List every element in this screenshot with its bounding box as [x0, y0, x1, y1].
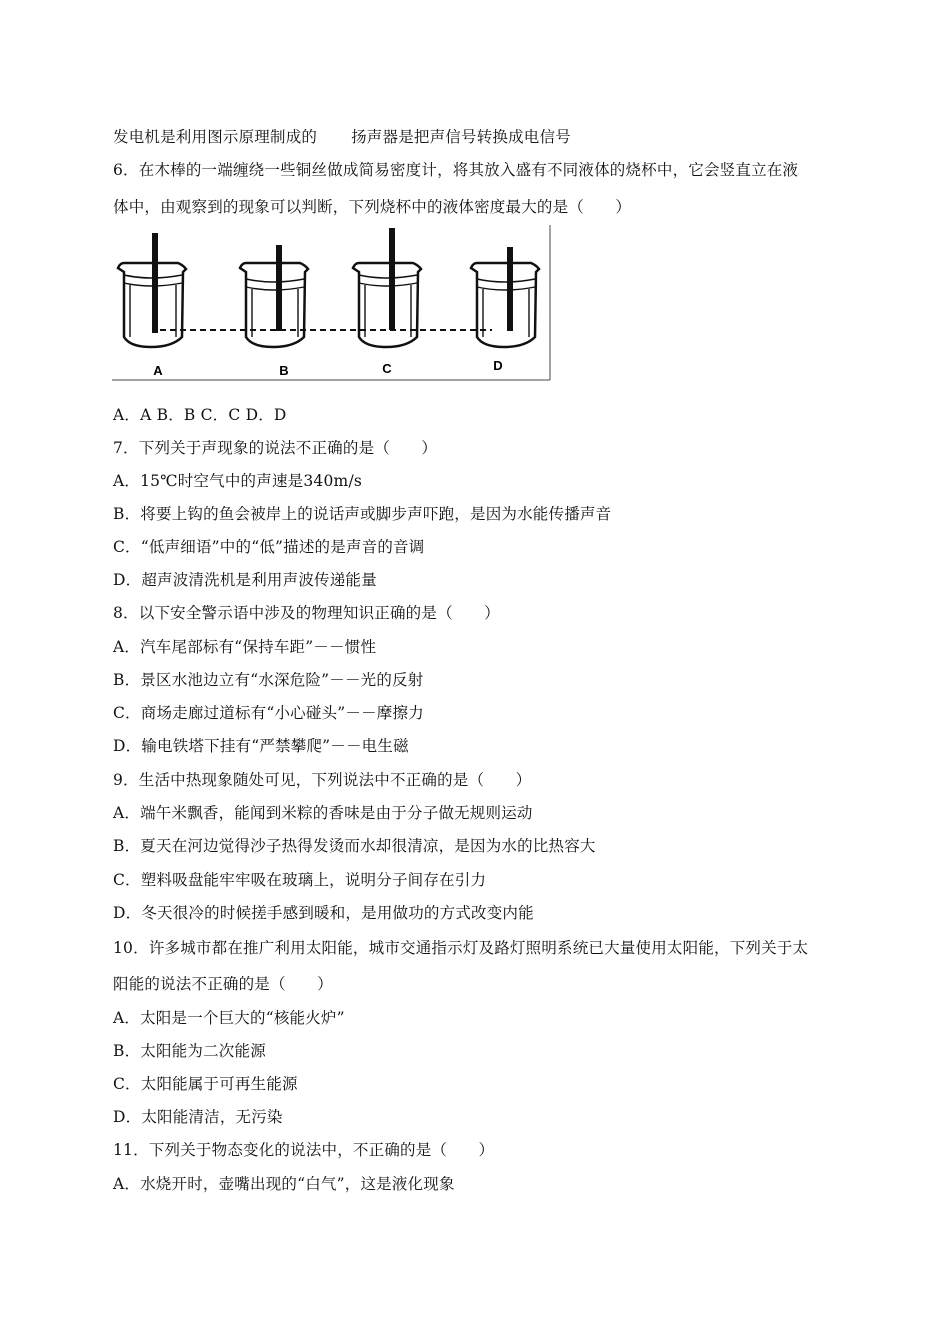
question-9-option-a: A．端午米飘香，能闻到米粽的香味是由于分子做无规则运动: [113, 804, 533, 822]
question-6-stem: 6．在木棒的一端缠绕一些铜丝做成简易密度计，将其放入盛有不同液体的烧杯中，它会竖直立在液: [113, 161, 799, 179]
question-6-stem: 体中，由观察到的现象可以判断，下列烧杯中的液体密度最大的是（ ）: [113, 198, 632, 216]
beaker-a: [118, 233, 186, 347]
previous-options-line: [113, 127, 571, 147]
figure-label-a: A: [153, 363, 163, 378]
question-8-stem: 8．以下安全警示语中涉及的物理知识正确的是（ ）: [113, 604, 500, 622]
beakers-figure: [112, 225, 552, 383]
figure-label-b: B: [279, 363, 289, 378]
question-8-option-b: B．景区水池边立有“水深危险”－－光的反射: [113, 671, 424, 689]
question-7-option-a: A．15℃时空气中的声速是340m/s: [113, 472, 363, 490]
question-7-stem: 7．下列关于声现象的说法不正确的是（ ）: [113, 439, 438, 457]
question-7-option-c: C．“低声细语”中的“低”描述的是声音的音调: [113, 538, 425, 556]
question-8-option-c: C．商场走廊过道标有“小心碰头”－－摩擦力: [113, 704, 424, 722]
question-11-option-a: A．水烧开时，壶嘴出现的“白气”，这是液化现象: [113, 1175, 455, 1193]
question-7-option-d: D．超声波清洗机是利用声波传递能量: [113, 571, 377, 589]
question-9-option-c: C．塑料吸盘能牢牢吸在玻璃上，说明分子间存在引力: [113, 871, 487, 889]
figure-label-d: D: [493, 358, 503, 373]
question-10-option-a: A．太阳是一个巨大的“核能火炉”: [113, 1009, 345, 1027]
question-8-option-a: A．汽车尾部标有“保持车距”－－惯性: [113, 638, 377, 656]
previous-option-text: 发电机是利用图示原理制成的: [113, 128, 318, 146]
question-9-option-b: B．夏天在河边觉得沙子热得发烫而水却很清凉，是因为水的比热容大: [113, 837, 596, 855]
question-11-stem: 11．下列关于物态变化的说法中，不正确的是（ ）: [113, 1141, 495, 1159]
question-10-option-b: B．太阳能为二次能源: [113, 1042, 266, 1060]
question-9-option-d: D．冬天很冷的时候搓手感到暖和，是用做功的方式改变内能: [113, 904, 534, 922]
question-10-option-c: C．太阳能属于可再生能源: [113, 1075, 298, 1093]
question-10-option-d: D．太阳能清洁，无污染: [113, 1108, 283, 1126]
figure-label-c: C: [382, 361, 392, 376]
question-7-option-b: B．将要上钩的鱼会被岸上的说话声或脚步声吓跑，是因为水能传播声音: [113, 505, 612, 523]
question-9-stem: 9．生活中热现象随处可见，下列说法中不正确的是（ ）: [113, 771, 532, 789]
beaker-b: [240, 245, 308, 347]
question-6-options: A．A B．B C．C D．D: [113, 406, 287, 424]
question-8-option-d: D．输电铁塔下挂有“严禁攀爬”－－电生磁: [113, 737, 409, 755]
question-10-stem: 阳能的说法不正确的是（ ）: [113, 975, 333, 993]
question-10-stem: 10．许多城市都在推广利用太阳能，城市交通指示灯及路灯照明系统已大量使用太阳能，下列关于太: [113, 939, 809, 957]
previous-option-text: 扬声器是把声信号转换成电信号: [351, 128, 571, 146]
beaker-d: [471, 247, 539, 347]
